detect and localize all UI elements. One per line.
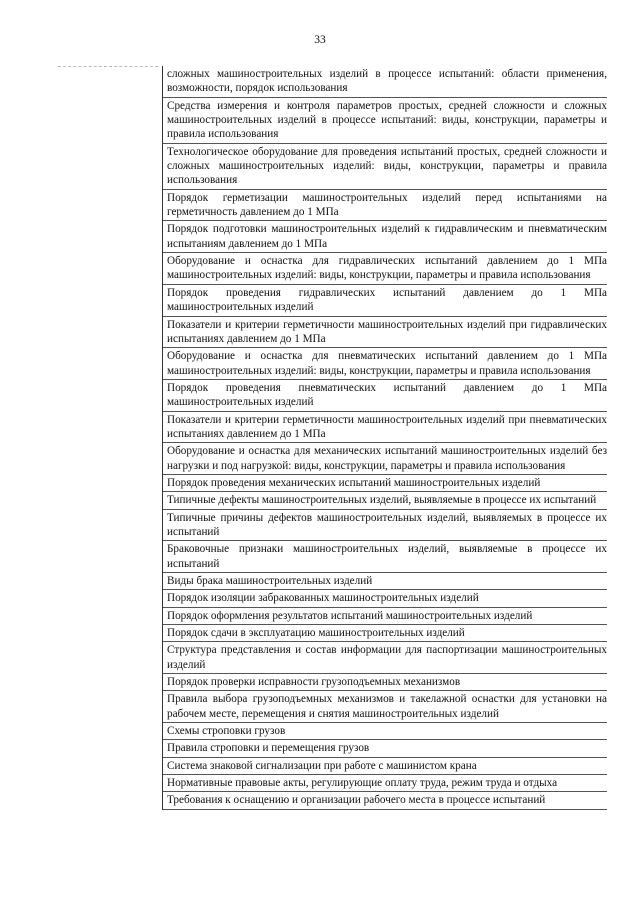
table-row: Порядок оформления результатов испытаний машиностроительных изделий xyxy=(163,608,607,625)
table-row: Нормативные правовые акты, регулирующие оплату труда, режим труда и отдыха xyxy=(163,775,607,792)
table-row: Порядок герметизации машиностроительных изделий перед испытаниями на герметичность давлением до 1 МПа xyxy=(163,190,607,222)
table-row: Типичные причины дефектов машиностроительных изделий, выявляемых в процессе их испытаний xyxy=(163,510,607,542)
table-row: Схемы строповки грузов xyxy=(163,723,607,740)
table-row: Средства измерения и контроля параметров простых, средней сложности и сложных машиностроительных изделий в процессе испытаний: виды, конструкции, параметры и правила использования xyxy=(163,98,607,144)
table-row: Порядок проведения пневматических испытаний давлением до 1 МПа машиностроительных изделий xyxy=(163,380,607,412)
table-row: Виды брака машиностроительных изделий xyxy=(163,573,607,590)
table-row: сложных машиностроительных изделий в процессе испытаний: области применения, возможности, порядок использования xyxy=(163,66,607,98)
table-row: Порядок проведения механических испытаний машиностроительных изделий xyxy=(163,475,607,492)
table-row: Оборудование и оснастка для механических испытаний машиностроительных изделий без нагрузки и под нагрузкой: виды, конструкции, параметры и правила использования xyxy=(163,443,607,475)
table-row: Порядок проверки исправности грузоподъемных механизмов xyxy=(163,674,607,691)
table-row: Правила строповки и перемещения грузов xyxy=(163,740,607,757)
table-row: Правила выбора грузоподъемных механизмов и такелажной оснастки для установки на рабочем месте, перемещения и снятия машиностроительных изделий xyxy=(163,691,607,723)
table-row: Порядок сдачи в эксплуатацию машиностроительных изделий xyxy=(163,625,607,642)
table-row: Система знаковой сигнализации при работе с машинистом крана xyxy=(163,758,607,775)
table-row: Оборудование и оснастка для гидравлических испытаний давлением до 1 МПа машиностроительных изделий: виды, конструкции, параметры и правила использования xyxy=(163,253,607,285)
requirements-table xyxy=(162,66,607,810)
table-row: Браковочные признаки машиностроительных изделий, выявляемые в процессе их испытаний xyxy=(163,541,607,573)
left-column-border xyxy=(58,66,158,67)
table-row: Оборудование и оснастка для пневматических испытаний давлением до 1 МПа машиностроительных изделий: виды, конструкции, параметры и правила использования xyxy=(163,348,607,380)
table-row: Технологическое оборудование для проведения испытаний простых, средней сложности и сложных машиностроительных изделий: виды, конструкции, параметры и правила использования xyxy=(163,144,607,190)
table-row: Типичные дефекты машиностроительных изделий, выявляемые в процессе их испытаний xyxy=(163,492,607,509)
table-row: Порядок проведения гидравлических испытаний давлением до 1 МПа машиностроительных изделий xyxy=(163,285,607,317)
table-row: Показатели и критерии герметичности машиностроительных изделий при гидравлических испытаниях давлением до 1 МПа xyxy=(163,317,607,349)
table-row: Порядок изоляции забракованных машиностроительных изделий xyxy=(163,590,607,607)
page-number: 33 xyxy=(314,34,326,46)
table-row: Порядок подготовки машиностроительных изделий к гидравлическим и пневматическим испытаниям давлением до 1 МПа xyxy=(163,221,607,253)
table-row: Показатели и критерии герметичности машиностроительных изделий при пневматических испытаниях давлением до 1 МПа xyxy=(163,412,607,444)
table-row: Структура представления и состав информации для паспортизации машиностроительных изделий xyxy=(163,642,607,674)
table-row: Требования к оснащению и организации рабочего места в процессе испытаний xyxy=(163,792,607,809)
